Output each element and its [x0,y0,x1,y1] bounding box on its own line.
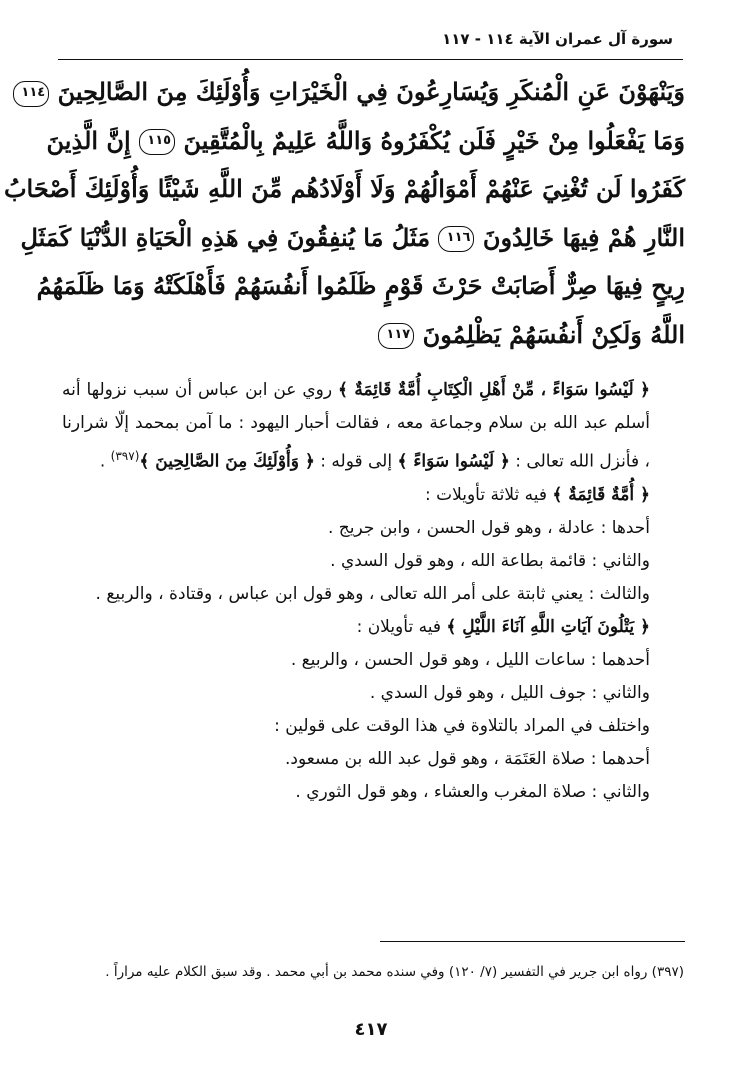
commentary-paragraph [62,611,684,644]
commentary-paragraph [62,374,684,479]
quran-verses-block [3,68,685,359]
quran-line [36,262,685,311]
paragraph-text: والثاني : جوف الليل ، وهو قول السدي . [369,682,650,703]
quoted-verse: ﴿ لَيْسُوا سَوَاءً ﴾ [397,451,510,472]
footnote-rule [380,941,685,942]
quran-line [3,165,685,214]
commentary-paragraph [62,578,684,611]
quoted-verse: ﴿ لَيْسُوا سَوَاءً ، مِّنْ أَهْلِ الْكِتَابِ أُمَّةٌ قَائِمَةٌ ﴾ [337,380,650,400]
commentary-paragraph [62,677,684,710]
commentary-text [62,374,684,809]
commentary-paragraph [62,644,684,677]
paragraph-text: والثالث : يعني ثابتة على أمر الله تعالى ، وهو قول ابن عباس ، وقتادة ، والربيع . [95,583,650,604]
paragraph-text: واختلف في المراد بالتلاوة في هذا الوقت على قولين : [274,715,650,736]
quran-line [21,68,685,117]
quran-line [70,311,685,360]
running-header: سورة آل عمران الآية ١١٤ - ١١٧ [442,30,673,48]
paragraph-text: والثاني : قائمة بطاعة الله ، وهو قول السدي . [330,550,650,571]
paragraph-text: فيه تأويلان : [356,616,447,637]
quran-line-text: النَّارِ هُمْ فِيهَا خَالِدُونَ [482,222,685,252]
paragraph-text: . [99,451,111,472]
quoted-verse: ﴿ يَتْلُونَ آيَاتِ اللَّهِ آنَاءَ اللَّيْلِ ﴾ [446,616,650,637]
aya-number-marker: ١١٥ [139,129,175,155]
paragraph-text: فيه ثلاثة تأويلات : [424,484,553,505]
header-rule [58,59,683,60]
aya-number-marker: ١١٤ [13,81,49,107]
commentary-paragraph [62,743,684,776]
paragraph-text: أحدهما : ساعات الليل ، وهو قول الحسن ، والربيع . [290,649,650,670]
paragraph-text: أحدهما : صلاة العَتَمَة ، وهو قول عبد الله بن مسعود. [284,748,650,769]
footnote: (٣٩٧) رواه ابن جرير في التفسير (٧/ ١٢٠) وفي سنده محمد بن أبي محمد . وقد سبق الكلام عليه مراراً . [105,964,684,980]
quran-line-continuation: إِنَّ الَّذِينَ [46,125,131,155]
paragraph-text: إلى قوله : [314,451,398,472]
page-number: ٤١٧ [354,1019,388,1040]
quran-line-text: اللَّهُ وَلَكِنْ أَنفُسَهُمْ يَظْلِمُونَ [422,319,685,349]
quoted-verse: ﴿ أُمَّةٌ قَائِمَةٌ ﴾ [552,484,650,505]
commentary-paragraph [62,479,684,512]
quran-line [20,214,685,263]
quoted-verse: ﴿ وَأُوْلَئِكَ مِنَ الصَّالِحِينَ ﴾ [139,451,315,472]
footnote-reference: (٣٩٧) [110,449,140,463]
commentary-paragraph [62,545,684,578]
paragraph-text: أحدها : عادلة ، وهو قول الحسن ، وابن جريج . [327,517,650,538]
paragraph-text: روي عن ابن عباس أن سبب نزولها أنه أسلم عبد الله بن سلام وجماعة معه ، فقالت أحبار اليهود : ما آمن بمحمد إلّا شرارنا ، فأنزل الله تعالى : [62,380,650,472]
quran-line-text: وَمَا يَفْعَلُوا مِنْ خَيْرٍ فَلَن يُكْفَرُوهُ وَاللَّهُ عَلِيمٌ بِالْمُتَّقِينَ [183,125,685,155]
paragraph-text: والثاني : صلاة المغرب والعشاء ، وهو قول الثوري . [295,781,650,802]
quran-line-text: رِيحٍ فِيهَا صِرٌّ أَصَابَتْ حَرْثَ قَوْمٍ ظَلَمُوا أَنفُسَهُمْ فَأَهْلَكَتْهُ وَمَا ظَلَمَهُمُ [36,271,685,300]
quran-line-continuation: مَثَلُ مَا يُنفِقُونَ فِي هَذِهِ الْحَيَاةِ الدُّنْيَا كَمَثَلِ [20,222,431,252]
aya-number-marker: ١١٧ [378,323,414,349]
quran-line-text: وَيَنْهَوْنَ عَنِ الْمُنكَرِ وَيُسَارِعُونَ فِي الْخَيْرَاتِ وَأُوْلَئِكَ مِنَ الصَّالِحِينَ [57,77,685,106]
quran-line-text: كَفَرُوا لَن تُغْنِيَ عَنْهُمْ أَمْوَالُهُمْ وَلَا أَوْلَادُهُم مِّنَ اللَّهِ شَيْئًا وَأُوْلَئِكَ أَصْحَابُ [3,174,685,203]
aya-number-marker: ١١٦ [438,226,474,252]
quran-line [46,117,685,166]
commentary-paragraph [62,776,684,809]
commentary-paragraph [62,710,684,743]
commentary-paragraph [62,512,684,545]
